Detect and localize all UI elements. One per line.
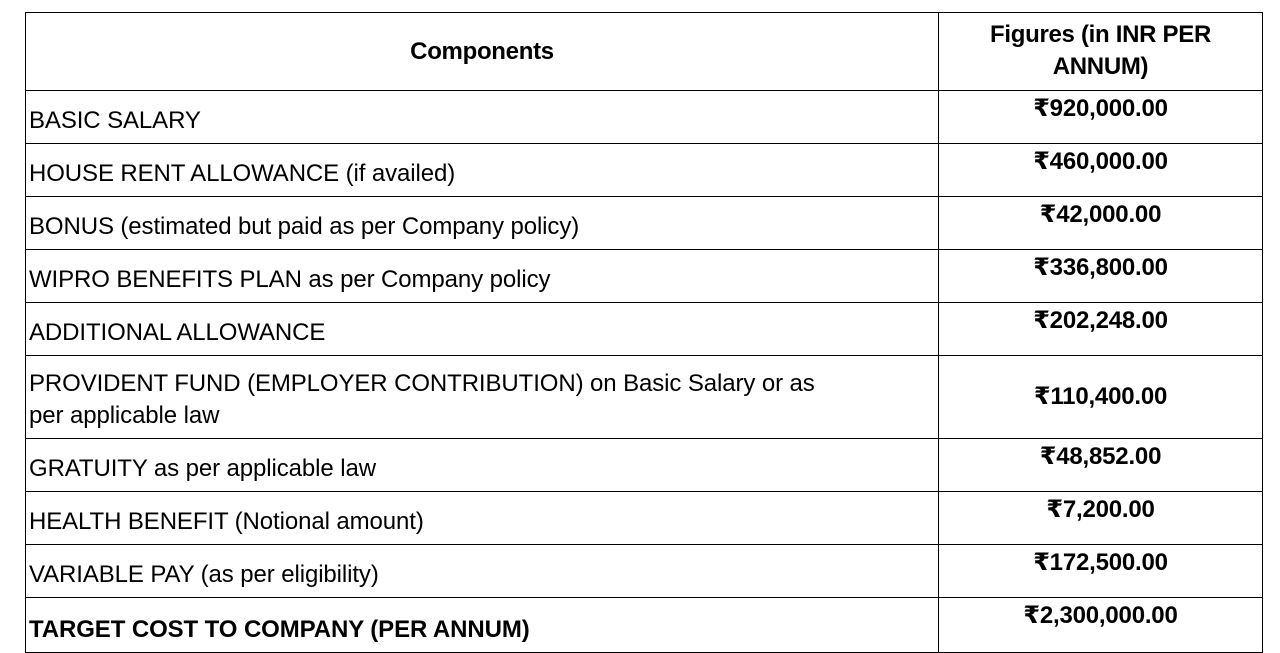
table-row — [26, 439, 1263, 492]
component-line1: PROVIDENT FUND (EMPLOYER CONTRIBUTION) on Basic Salary or as — [29, 370, 815, 397]
header-figures-line1: Figures (in INR PER — [990, 21, 1211, 48]
component-cell: ADDITIONAL ALLOWANCE — [26, 303, 939, 356]
table-row — [26, 356, 1263, 439]
total-component-cell: TARGET COST TO COMPANY (PER ANNUM) — [26, 598, 939, 653]
component-cell: VARIABLE PAY (as per eligibility) — [26, 545, 939, 598]
figure-cell: ₹7,200.00 — [939, 492, 1263, 545]
table-header-row — [26, 13, 1263, 91]
component-cell: HEALTH BENEFIT (Notional amount) — [26, 492, 939, 545]
table-row — [26, 250, 1263, 303]
component-cell — [26, 356, 939, 439]
component-cell: HOUSE RENT ALLOWANCE (if availed) — [26, 144, 939, 197]
table-row — [26, 303, 1263, 356]
header-components: Components — [26, 13, 939, 91]
total-figure-cell: ₹2,300,000.00 — [939, 598, 1263, 653]
component-line2: per applicable law — [29, 402, 220, 429]
total-row — [26, 598, 1263, 653]
component-cell: BASIC SALARY — [26, 91, 939, 144]
figure-cell: ₹110,400.00 — [939, 356, 1263, 439]
figure-cell: ₹920,000.00 — [939, 91, 1263, 144]
figure-cell: ₹460,000.00 — [939, 144, 1263, 197]
table-row — [26, 91, 1263, 144]
component-cell: WIPRO BENEFITS PLAN as per Company policy — [26, 250, 939, 303]
header-figures-line2: ANNUM) — [1052, 53, 1149, 80]
figure-cell: ₹336,800.00 — [939, 250, 1263, 303]
component-cell: BONUS (estimated but paid as per Company policy) — [26, 197, 939, 250]
figure-cell: ₹42,000.00 — [939, 197, 1263, 250]
component-cell: GRATUITY as per applicable law — [26, 439, 939, 492]
figure-cell: ₹172,500.00 — [939, 545, 1263, 598]
table-row — [26, 492, 1263, 545]
compensation-table — [25, 12, 1263, 653]
table-row — [26, 197, 1263, 250]
table-row — [26, 545, 1263, 598]
header-figures — [939, 13, 1263, 91]
figure-cell: ₹202,248.00 — [939, 303, 1263, 356]
figure-cell: ₹48,852.00 — [939, 439, 1263, 492]
table-row — [26, 144, 1263, 197]
